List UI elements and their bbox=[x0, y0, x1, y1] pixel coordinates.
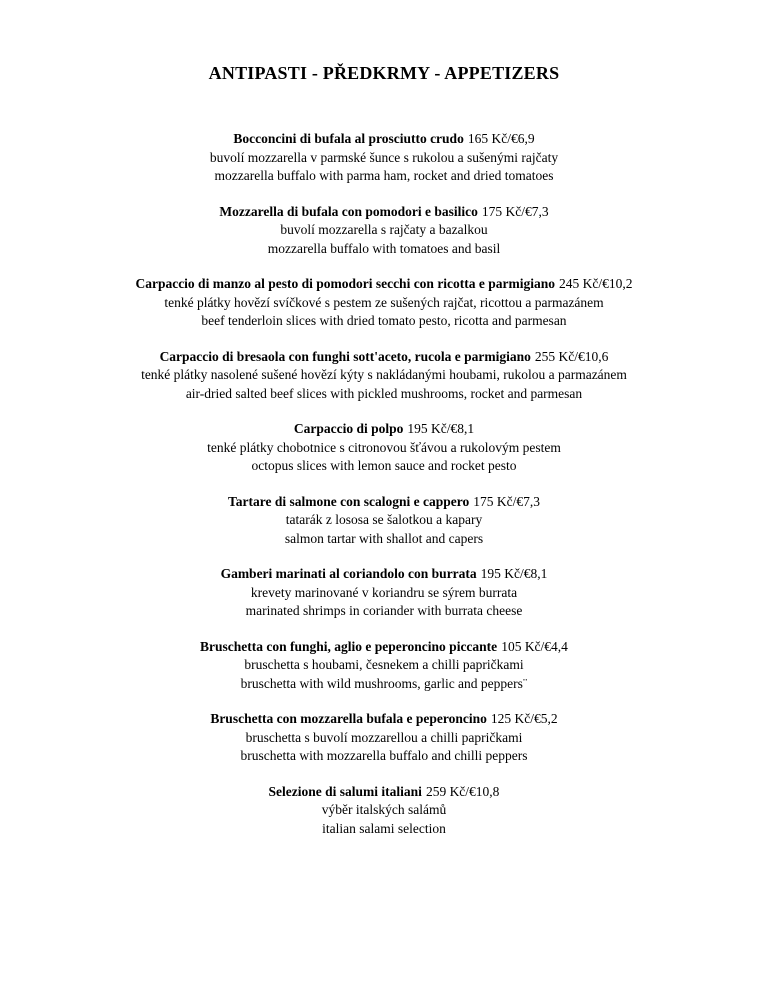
item-price: 195 Kč/€8,1 bbox=[480, 566, 548, 581]
item-description-czech: tenké plátky chobotnice s citronovou šťávou a rukolovým pestem bbox=[207, 439, 561, 455]
page-title: ANTIPASTI - PŘEDKRMY - APPETIZERS bbox=[208, 63, 560, 83]
item-heading bbox=[0, 565, 768, 584]
item-description-czech: krevety marinované v koriandru se sýrem burrata bbox=[250, 584, 518, 600]
item-price: 195 Kč/€8,1 bbox=[407, 421, 475, 436]
item-description-english: beef tenderloin slices with dried tomato pesto, ricotta and parmesan bbox=[201, 313, 567, 328]
item-description-english: bruschetta with wild mushrooms, garlic and peppers¨ bbox=[240, 675, 528, 691]
item-price: 245 Kč/€10,2 bbox=[559, 276, 633, 291]
item-heading bbox=[0, 275, 768, 294]
menu-item bbox=[0, 130, 768, 186]
item-heading bbox=[0, 783, 768, 802]
item-heading bbox=[0, 203, 768, 222]
menu-item bbox=[0, 275, 768, 331]
item-name: Bruschetta con funghi, aglio e peperoncino piccante bbox=[200, 638, 498, 654]
menu-item bbox=[0, 783, 768, 839]
item-description-czech: bruschetta s houbami, česnekem a chilli papričkami bbox=[244, 657, 524, 672]
item-heading bbox=[0, 493, 768, 512]
item-description-czech: buvolí mozzarella s rajčaty a bazalkou bbox=[280, 222, 488, 237]
item-description-english: bruschetta with mozzarella buffalo and chilli peppers bbox=[240, 748, 528, 763]
item-heading bbox=[0, 710, 768, 729]
item-description-english: salmon tartar with shallot and capers bbox=[284, 530, 484, 546]
item-name: Carpaccio di manzo al pesto di pomodori secchi con ricotta e parmigiano bbox=[135, 276, 556, 291]
menu-item bbox=[0, 203, 768, 259]
menu-item bbox=[0, 493, 768, 549]
item-heading bbox=[0, 420, 768, 439]
item-heading bbox=[0, 348, 768, 367]
item-description-english: octopus slices with lemon sauce and rocket pesto bbox=[251, 458, 517, 473]
menu-item bbox=[0, 348, 768, 404]
item-description-czech: buvolí mozzarella v parmské šunce s rukolou a sušenými rajčaty bbox=[209, 149, 559, 165]
item-description-english: marinated shrimps in coriander with burrata cheese bbox=[245, 603, 523, 618]
item-description-czech: tenké plátky hovězí svíčkové s pestem ze sušených rajčat, ricottou a parmazánem bbox=[164, 294, 604, 310]
menu-item bbox=[0, 420, 768, 476]
item-description-czech: výběr italských salámů bbox=[321, 802, 447, 817]
item-description-czech: tatarák z lososa se šalotkou a kapary bbox=[285, 512, 483, 527]
item-price: 175 Kč/€7,3 bbox=[481, 203, 549, 219]
item-description-english: air-dried salted beef slices with pickled mushrooms, rocket and parmesan bbox=[185, 385, 583, 401]
menu-item bbox=[0, 710, 768, 766]
item-price: 175 Kč/€7,3 bbox=[473, 493, 540, 509]
item-description-english: mozzarella buffalo with parma ham, rocket and dried tomatoes bbox=[214, 168, 554, 183]
item-price: 259 Kč/€10,8 bbox=[425, 783, 500, 799]
item-name: Selezione di salumi italiani bbox=[268, 783, 422, 799]
item-description-czech: tenké plátky nasolené sušené hovězí kýty s nakládanými houbami, rukolou a parmazánem bbox=[141, 367, 627, 382]
item-description-english: mozzarella buffalo with tomatoes and basil bbox=[267, 240, 501, 256]
item-description-czech: bruschetta s buvolí mozzarellou a chilli papričkami bbox=[245, 729, 523, 745]
item-name: Carpaccio di bresaola con funghi sott'aceto, rucola e parmigiano bbox=[159, 348, 531, 364]
item-description-english: italian salami selection bbox=[322, 820, 446, 836]
menu-item bbox=[0, 565, 768, 621]
item-price: 255 Kč/€10,6 bbox=[534, 348, 609, 364]
item-name: Bruschetta con mozzarella bufala e peperoncino bbox=[210, 711, 487, 726]
item-heading bbox=[0, 638, 768, 657]
item-price: 165 Kč/€6,9 bbox=[467, 131, 535, 146]
item-name: Mozzarella di bufala con pomodori e basilico bbox=[219, 203, 478, 219]
appetizer-list bbox=[0, 130, 768, 838]
item-name: Bocconcini di bufala al prosciutto crudo bbox=[233, 131, 464, 146]
item-name: Gamberi marinati al coriandolo con burrata bbox=[220, 566, 477, 581]
item-name: Tartare di salmone con scalogni e cappero bbox=[228, 493, 470, 509]
item-heading bbox=[0, 130, 768, 149]
item-price: 105 Kč/€4,4 bbox=[501, 638, 568, 654]
item-name: Carpaccio di polpo bbox=[293, 421, 404, 436]
menu-item bbox=[0, 638, 768, 694]
item-price: 125 Kč/€5,2 bbox=[490, 711, 558, 726]
